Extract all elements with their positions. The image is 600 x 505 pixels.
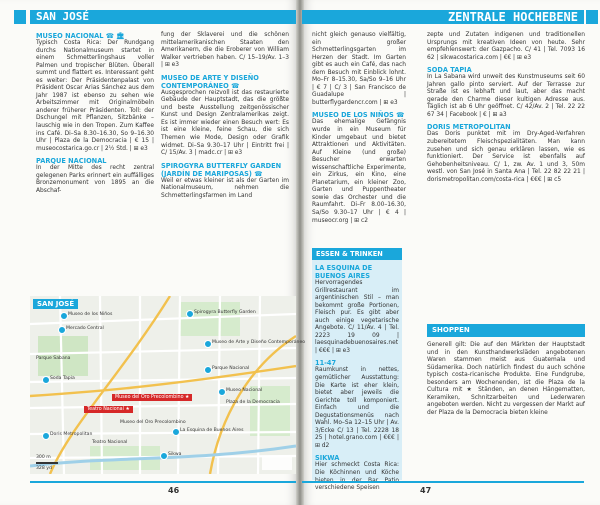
map-title: SAN JOSÉ: [33, 299, 78, 309]
section-heading: MUSEO NACIONAL ☎ 🏛: [36, 32, 125, 40]
left-column-1: [36, 32, 154, 198]
left-footer-rule: [30, 481, 296, 483]
map-label: Museo de Arte y Diseño Contemporáneo: [212, 340, 306, 345]
essen-trinken-content: [315, 264, 399, 496]
section-body: Hervorragendes Grillrestaurant im argentinischen Stil – man bekommt große Portionen, Fleisch pur. Es gibt aber auch einige vegetarische Angebote. C/ 11/Av. 4 | Tel. 2223 19 09 | laesquinadebuenosaires.net | €€€ | ⊞ e3: [315, 280, 399, 354]
right-footer-rule: [302, 481, 584, 483]
map-label: Museo del Oro Precolombino: [120, 420, 186, 425]
section-heading: SPIROGYRA BUTTERFLY GARDEN (JARDÍN DE MARIPOSAS) ☎: [161, 161, 282, 178]
map-pin: [160, 452, 168, 460]
park-area: [250, 386, 290, 436]
map-pin: [42, 376, 50, 384]
section-body: Typisch Costa Rica: Der Rundgang durchs Nationalmuseum startet in einem Schmetterlingshaus voller Palmen und tropischer Blüten. Überall summt und flattert es. Interessant geht es weiter: Der Präsidentenpalast von Präsident Oscar Arias Sánchez aus dem Jahr 1987 ist ebenso zu sehen wie Arbeitszimmer mit Originalmöbeln anderer früherer Präsidenten. Toll: der Dschungel mit Pflanzen, Sitzbänke – lauschig wie in den Tropen. Zum Kaffee ins Café. Di–Sa 8.30–16.30, So 9–16.30 Uhr | Plaza de la Democracia | € 15 | museocostarica.go.cr | 2½ Std. | ⊞ e3: [36, 40, 154, 152]
right-column-1: [312, 32, 406, 228]
map-pin: [204, 340, 212, 348]
right-running-header: ZENTRALE HOCHEBENE: [302, 10, 584, 24]
essen-trinken-heading: ESSEN & TRINKEN: [312, 248, 402, 260]
map-label: Teatro Nacional: [92, 440, 128, 445]
section-body: zepte und Zutaten indigenen und traditionellen Ursprungs mit kreativen Ideen von heute. Sehr empfehlenswert: der Gazpacho. C/ 41 | Tel. 7093 16 62 | sikwacostarica.com | €€ | ⊞ e3: [427, 32, 585, 61]
section-heading: MUSEO DE LOS NIÑOS ☎: [312, 111, 405, 120]
section-heading: 11-47: [315, 359, 337, 368]
left-column-2: [161, 32, 289, 203]
right-page-number: 47: [420, 486, 432, 495]
map-label: Mercado Central: [66, 326, 104, 331]
map-pin: [58, 326, 66, 334]
left-thumb-tab: [14, 10, 26, 24]
right-thumb-tab: [586, 10, 598, 24]
map-label: Museo Nacional: [226, 388, 263, 393]
left-page-number: 46: [168, 486, 180, 495]
section-heading: PARQUE NACIONAL: [36, 157, 107, 166]
section-body: Hier schmeckt Costa Rica: Die Köchinnen und Köche verschiedene Speisen: [315, 462, 399, 492]
section-body: Das Doris punktet mit im Dry-Aged-Verfahren zubereitetem Fleischspezialitäten. Man kann zusehen und sich genau erklären lassen, wie es funktioniert. Der Service ist ebenfalls auf Gehobenheitsniveau. C/ 1, zw. Av. 1 und 3, 50m westl. von San José in Santa Ana | Tel. 22 82 22 21 | dorismetropolitan.com/costa-rica | €€€ | ⊞ c5: [427, 131, 585, 183]
section-body: In La Sabana wird unweit des Kunstmuseums seit 60 Jahren gallo pinto serviert. Auf der Terrasse zur Straße ist es lebhaft und laut, aber das macht gerade den Charme dieser kultigen Adresse aus. Täglich ist ab 6 Uhr geöffnet. C/ 42/Av. 2 | Tel. 22 22 67 34 | Facebook | € | ⊞ a3: [427, 74, 585, 118]
shoppen-content: [427, 342, 585, 420]
section-heading: MUSEO DE ARTE Y DISEÑO CONTEMPORÁNEO ☎: [161, 73, 259, 90]
shoppen-heading: SHOPPEN: [427, 324, 585, 337]
map-pin: [204, 366, 212, 374]
map-label: La Esquina de Buenos Aires: [180, 428, 244, 433]
section-body: In der Mitte des recht zentral gelegenen Parks erinnert ein auffälliges Bronzemonument von 1895 an die Abschaf-: [36, 165, 154, 194]
map-scale-bar: [36, 462, 58, 464]
map-label: Plaza de la Democracia: [226, 400, 280, 405]
section-body: fung der Sklaverei und die schönen mittelamerikanischen Staaten den Amerikanern, die die Eroberer von William Walker vertrieben haben. C/ 15–19/Av. 1–3 | ⊞ e3: [161, 32, 289, 69]
map-label: Museo de los Niños: [68, 312, 113, 317]
section-body: nicht gleich genauso vielfältig, ein großer Schmetterlingsgarten im Herzen der Stadt. Im Garten gibt es auch ein Café, das nach dem Besuch mit Einblick lohnt. Mo–Fr 8–15.30, Sa/So 9–16 Uhr | € 7 | C/ 3 | San Francisco de Guadalupe | butterflygardencr.com | ⊞ e3: [312, 32, 406, 106]
map-pin: [186, 310, 194, 318]
section-body: Weil er etwas kleiner ist als der Garten im Nationalmuseum, nehmen die Schmetterlingsfarmen im Land: [161, 177, 289, 199]
right-column-2: [427, 32, 585, 187]
section-heading: LA ESQUINA DE BUENOS AIRES: [315, 264, 373, 280]
left-running-header: SAN JOSÉ: [30, 10, 296, 24]
section-body: Das ehemalige Gefängnis wurde in ein Museum für Kinder umgebaut und bietet Attraktionen und Aktivitäten. Auf Kleine (und große) Besucher erwarten wissenschaftliche Experimente, ein Zirkus, ein Kino, eine Planetarium, ein kleiner Zoo, Garten und Puppentheater sowie das Orchester und die Raumfahrt. Di–Fr 8.00–16.30, Sa/So 9.30–17 Uhr | € 4 | museocr.org | ⊞ c2: [312, 119, 406, 224]
section-heading: SODA TAPIA: [427, 66, 472, 75]
map-label: Soda Tapia: [50, 376, 75, 381]
section-body: Ausgesprochen reizvoll ist das restaurierte Gebäude der Hauptstadt, das die größte und beste Ausstellung zeitgenössischer Kunst und Design Zentralamerikas zeigt. Es ist immer wieder einen Besuch wert: Es ist eine kleine, feine Schau, die sich Themen wie Mode, Design oder Grafik widmet. Di–Sa 9.30–17 Uhr | Eintritt frei | C/ 15/Av. 3 | madc.cr | ⊞ e3: [161, 89, 289, 157]
map-label: Spirogyra Butterfly Garden: [194, 310, 256, 315]
map-pin: [172, 428, 180, 436]
map-pin: [218, 388, 226, 396]
map-scale-m: 300 m: [36, 455, 51, 460]
map-highlight-tag: Teatro Nacional ★: [84, 406, 133, 413]
city-map: [30, 296, 296, 474]
map-label: Parque Nacional: [212, 366, 250, 371]
map-highlight-tag: Museo del Oro Precolombino ★: [112, 394, 192, 401]
map-label: Parque Sabana: [36, 356, 71, 361]
book-gutter: [296, 0, 304, 505]
map-label: Doris Metropolitan: [50, 432, 93, 437]
map-label: Sikwa: [168, 452, 182, 457]
map-svg: [30, 296, 296, 474]
map-pin: [42, 432, 50, 440]
section-body: Raumkunst in nettes, gemütlicher Ausstattung: Die Karte ist eher klein, bietet aber jeweils die Gerichte toll komponiert. Einfach und die Degustationsmenüs nach Wahl. Mo–Sa 12–15 Uhr | Av. 3/Ecke C/ 13 | Tel. 2228 18 25 | hotel.grano.com | €€€ | ⊞ d2: [315, 367, 399, 449]
map-pin: [60, 312, 68, 320]
section-heading: DORIS METROPOLITAN: [427, 123, 511, 132]
section-body: Generell gilt: Die auf den Märkten der Hauptstadt und in den Kunsthandwerksläden angebotenen Waren stammen meist aus Guatemala und Südamerika. Doch natürlich findest du auch schöne typisch costa-ricanische Produkte. Eine Fundgrube, besonders am Wochenenden, ist die Plaza de la Cultura mit ★ Ständen, an denen Hängematten, Keramiken, Schnitzarbeiten und Lederwaren angeboten werden. Nicht zu vergessen der Markt auf der Plaza de la Democracia bieten kleine: [427, 342, 585, 416]
section-heading: SIKWA: [315, 454, 340, 463]
map-scale-yd: 328 yd: [36, 466, 52, 471]
